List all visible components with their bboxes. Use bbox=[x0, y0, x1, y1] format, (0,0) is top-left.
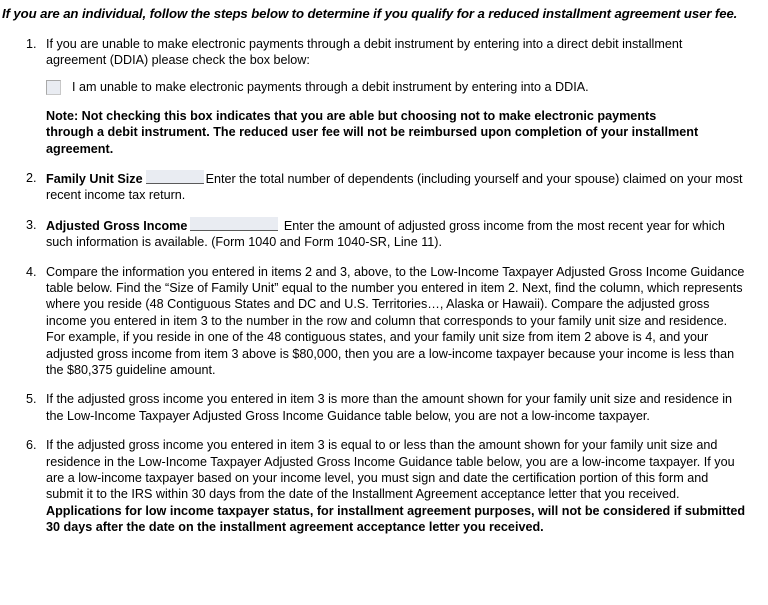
step-number-3: 3. bbox=[26, 217, 37, 232]
step-number-5: 5. bbox=[26, 392, 37, 407]
step-number-6: 6. bbox=[26, 438, 37, 453]
step-number-2: 2. bbox=[26, 170, 37, 185]
ddia-note-text: Note: Not checking this box indicates that you are able but choosing not to make electronic payments through a debit instrument. The reduced user fee will not be reimbursed upon completion of your installment agreement. bbox=[46, 108, 699, 156]
step-item-1 bbox=[0, 36, 768, 157]
adjusted-gross-income-label: Adjusted Gross Income bbox=[46, 218, 188, 233]
step-text-6: If the adjusted gross income you entered in item 3 is equal to or less than the amount shown for your family unit size and residence in the Low-Income Taxpayer Adjusted Gross Income Guidance table below, you are a low-income taxpayer. If you are a low-income taxpayer based on your income level, you must sign and date the certification portion of this form and submit it to the IRS within 30 days from the date of the Installment Agreement acceptance letter that you received. bbox=[46, 438, 735, 502]
ddia-checkbox-row[interactable] bbox=[46, 79, 746, 95]
step-text-4: Compare the information you entered in items 2 and 3, above, to the Low-Income Taxpayer Adjusted Gross Income Guidance table below. Find the “Size of Family Unit” equal to the number you entered in item 2. Next, find the column, which represents where you reside (48 Contiguous States and DC and U.S. Territories…, Alaska or Hawaii). Compare the adjusted gross income you entered in item 3 to the number in the row and column that corresponds to your family unit size and residence. For example, if you reside in one of the 48 contiguous states, and your family unit size from item 2 above is 4, and your adjusted gross income from item 3 above is $80,000, then you are a low-income taxpayer because your income is less than the $80,375 guideline amount. bbox=[46, 264, 745, 377]
checkbox-icon[interactable] bbox=[46, 80, 61, 95]
steps-list bbox=[0, 36, 768, 536]
family-unit-size-label: Family Unit Size bbox=[46, 171, 143, 186]
page-title: If you are an individual, follow the steps below to determine if you qualify for a reduced installment agreement user fee. bbox=[2, 6, 738, 21]
ddia-checkbox-label: I am unable to make electronic payments through a debit instrument by entering into a DDIA. bbox=[72, 80, 589, 95]
step-item-3 bbox=[0, 217, 768, 251]
step-item-4 bbox=[0, 264, 768, 379]
adjusted-gross-income-input[interactable] bbox=[190, 217, 278, 231]
step-number-1: 1. bbox=[26, 36, 37, 51]
step-item-2 bbox=[0, 170, 768, 204]
step-text-3: Enter the amount of adjusted gross income from the most recent year for which such information is available. (Form 1040 and Form 1040-SR, Line 11). bbox=[46, 218, 725, 250]
step-item-5 bbox=[0, 391, 768, 424]
step-text-5: If the adjusted gross income you entered in item 3 is more than the amount shown for your family unit size and residence in the Low-Income Taxpayer Adjusted Gross Income Guidance table below, you are not a low-income taxpayer. bbox=[46, 392, 733, 423]
step-number-4: 4. bbox=[26, 264, 37, 279]
family-unit-size-input[interactable] bbox=[146, 170, 204, 184]
step-text-1: If you are unable to make electronic payments through a debit instrument by entering into a direct debit installment agreement (DDIA) please check the box below: bbox=[46, 36, 683, 67]
step-text-2: Enter the total number of dependents (including yourself and your spouse) claimed on your most recent income tax return. bbox=[46, 171, 743, 203]
step-item-6 bbox=[0, 437, 768, 535]
step-text-6-emphasis: Applications for low income taxpayer status, for installment agreement purposes, will not be considered if submitted 30 days after the date on the installment agreement acceptance letter you received. bbox=[46, 503, 746, 535]
